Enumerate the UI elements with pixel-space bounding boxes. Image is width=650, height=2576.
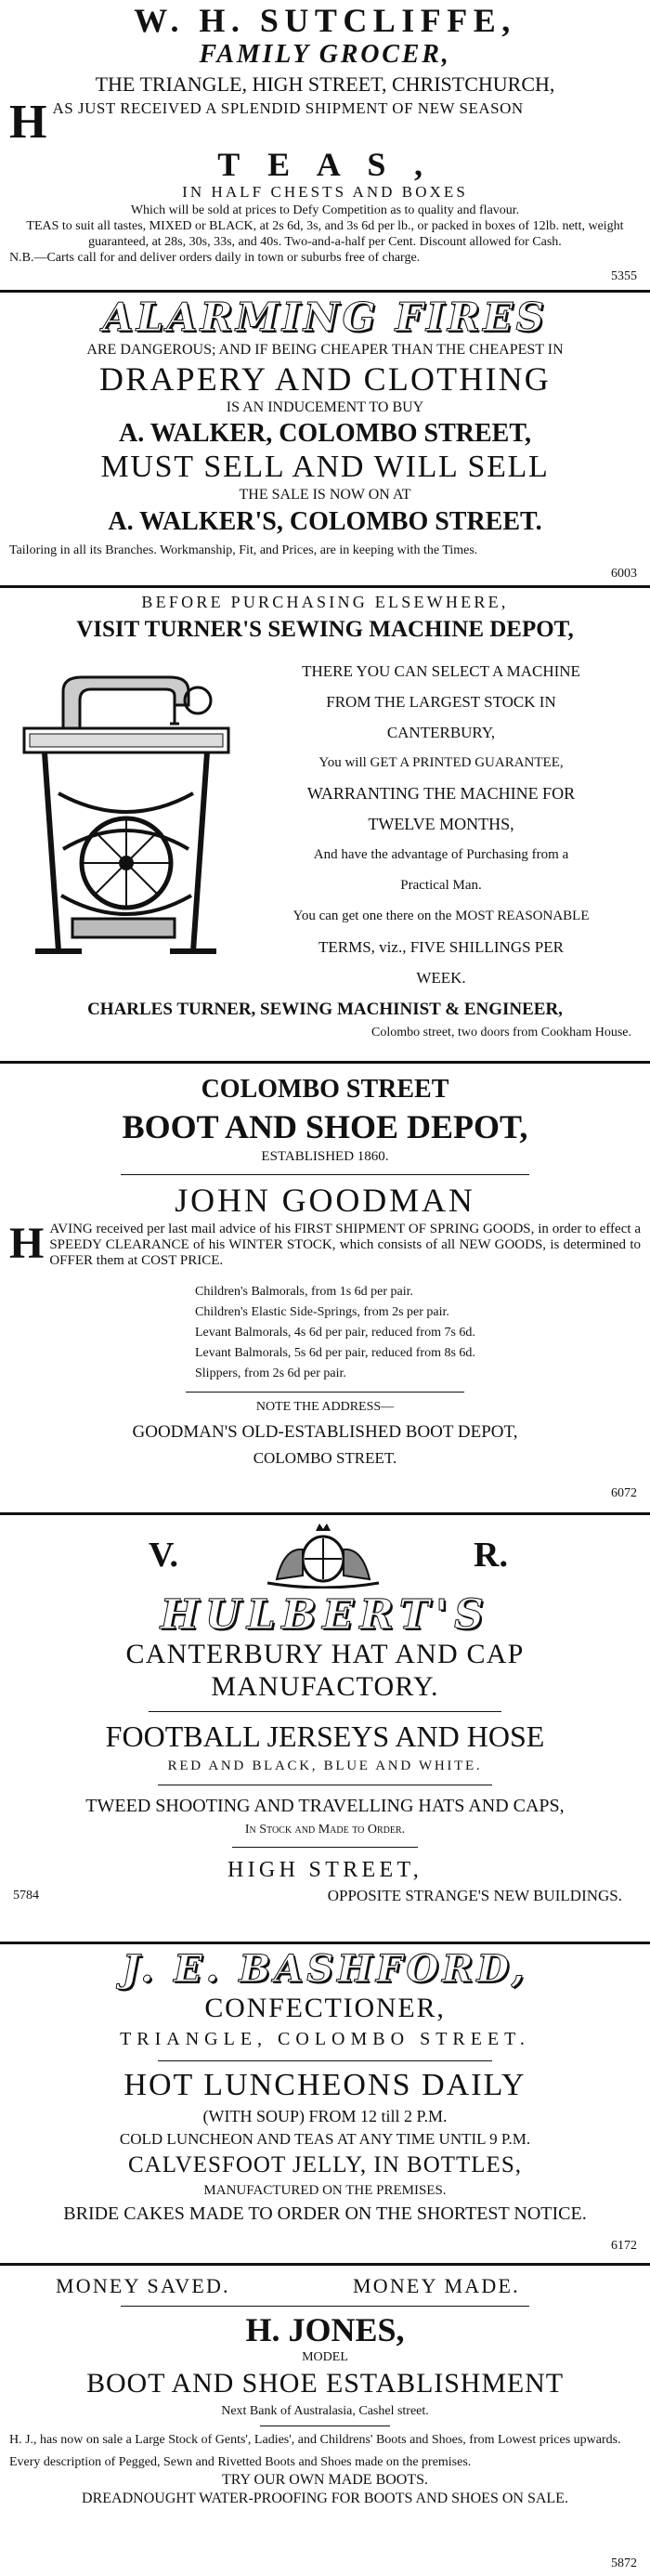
goodman-note: NOTE THE ADDRESS—: [255, 1400, 395, 1414]
hulbert-r: R.: [474, 1536, 508, 1575]
goodman-rule: [186, 1392, 464, 1393]
turner-line: FROM THE LARGEST STOCK IN: [326, 693, 556, 711]
turner-pre: BEFORE PURCHASING ELSEWHERE,: [141, 593, 509, 611]
turner-line: You will GET A PRINTED GUARANTEE,: [318, 755, 564, 770]
sutcliffe-lead-text: AS JUST RECEIVED A SPLENDID SHIPMENT OF NEW SEASON: [52, 99, 524, 117]
bashford-bride: BRIDE CAKES MADE TO ORDER ON THE SHORTEST NOTICE.: [63, 2203, 587, 2224]
divider: [0, 585, 650, 588]
jones-estab: BOOT AND SHOE ESTABLISHMENT: [86, 2368, 564, 2399]
goodman-advert: [0, 1066, 650, 1512]
hulbert-line2: MANUFACTORY.: [211, 1671, 439, 1702]
jones-body1: H. J., has now on sale a Large Stock of Gents', Ladies', and Childrens' Boots and Shoes, from Lowest prices upwards.: [9, 2433, 621, 2447]
goodman-footer: GOODMAN'S OLD-ESTABLISHED BOOT DEPOT,: [132, 1422, 518, 1442]
list-item: Levant Balmorals, 5s 6d per pair, reduced from 8s 6d.: [195, 1346, 475, 1360]
turner-line: TERMS, viz., FIVE SHILLINGS PER: [318, 938, 564, 956]
walker-sub3: THE SALE IS NOW ON AT: [239, 487, 411, 503]
hulbert-v: V.: [149, 1536, 179, 1575]
walker-name1: A. WALKER, COLOMBO STREET,: [119, 419, 531, 448]
hulbert-advert: [0, 1518, 650, 1942]
hulbert-rule: [232, 1847, 418, 1848]
turner-headline: VISIT TURNER'S SEWING MACHINE DEPOT,: [76, 617, 574, 642]
hulbert-stock: In Stock and Made to Order.: [244, 1823, 406, 1837]
turner-address: Colombo street, two doors from Cookham House.: [371, 1026, 631, 1040]
list-item: Levant Balmorals, 4s 6d per pair, reduced from 7s 6d.: [195, 1326, 475, 1340]
sewing-machine-icon: [7, 654, 240, 970]
hulbert-street: HIGH STREET,: [227, 1858, 423, 1882]
jones-saved: MONEY SAVED.: [56, 2274, 230, 2297]
sutcliffe-note: N.B.—Carts call for and deliver orders daily in town or suburbs free of charge.: [9, 251, 421, 265]
sutcliffe-dropcap: H: [9, 98, 47, 145]
jones-next: Next Bank of Australasia, Cashel street.: [221, 2404, 429, 2418]
goodman-name: JOHN GOODMAN: [175, 1182, 475, 1219]
jones-try: TRY OUR OWN MADE BOOTS.: [221, 2472, 429, 2488]
jones-made: MONEY MADE.: [353, 2274, 520, 2297]
bashford-trade: CONFECTIONER,: [204, 1993, 446, 2023]
bashford-name: J. E. BASHFORD,: [122, 1947, 528, 1991]
goodman-body-text: AVING received per last mail advice of his FIRST SHIPMENT OF SPRING GOODS, in order to effect a SPEEDY CLEARANCE of his WINTER STOCK, which consists of all NEW GOODS, is determined to OFFER them at COST PRICE.: [49, 1222, 641, 1268]
walker-name2: A. WALKER'S, COLOMBO STREET.: [108, 507, 542, 536]
jones-money-row: [9, 2269, 641, 2302]
bashford-rule: [158, 2060, 492, 2061]
turner-line: THERE YOU CAN SELECT A MACHINE: [302, 662, 580, 680]
goodman-street: COLOMBO STREET: [201, 1075, 449, 1104]
goodman-est: ESTABLISHED 1860.: [261, 1149, 389, 1164]
turner-advert: [0, 589, 650, 1059]
goodman-dropcap: H: [9, 1222, 45, 1268]
divider: [0, 1942, 650, 1944]
hulbert-footer-row: [9, 1885, 641, 1909]
divider: [0, 2263, 650, 2266]
hulbert-big: FOOTBALL JERSEYS AND HOSE: [105, 1720, 545, 1753]
bashford-soup: (WITH SOUP) FROM 12 till 2 P.M.: [202, 2107, 448, 2125]
turner-line: Practical Man.: [400, 878, 482, 893]
jones-dread: DREADNOUGHT WATER-PROOFING FOR BOOTS AND SHOES ON SALE.: [82, 2491, 568, 2506]
turner-name: CHARLES TURNER, SEWING MACHINIST & ENGINEER,: [87, 1000, 563, 1019]
hulbert-crest-row: [9, 1518, 641, 1592]
turner-line: You can get one there on the MOST REASONABLE: [292, 909, 590, 923]
jones-model: MODEL: [302, 2350, 348, 2364]
goodman-rule: [121, 1174, 529, 1175]
turner-line: WEEK.: [416, 969, 466, 987]
hulbert-tweed: TWEED SHOOTING AND TRAVELLING HATS AND CAPS,: [85, 1796, 565, 1816]
bashford-made: MANUFACTURED ON THE PREMISES.: [203, 2183, 447, 2198]
sutcliffe-packing: IN HALF CHESTS AND BOXES: [182, 183, 468, 201]
walker-advert: [0, 295, 650, 585]
hulbert-colors: RED AND BLACK, BLUE AND WHITE.: [167, 1759, 483, 1773]
sutcliffe-name: W. H. SUTCLIFFE,: [134, 2, 516, 39]
hulbert-ref: 5784: [13, 1889, 39, 1903]
jones-ref: 5872: [611, 2556, 637, 2570]
hulbert-name: HULBERT'S: [160, 1591, 490, 1639]
list-item: Children's Balmorals, from 1s 6d per pair.: [195, 1285, 414, 1299]
sutcliffe-teas: T E A S ,: [217, 146, 433, 183]
goodman-footer2: COLOMBO STREET.: [253, 1449, 397, 1467]
goodman-ref: 6072: [611, 1486, 637, 1500]
hulbert-opposite: OPPOSITE STRANGE'S NEW BUILDINGS.: [327, 1887, 622, 1904]
turner-text: [241, 656, 641, 993]
bashford-address: TRIANGLE, COLOMBO STREET.: [120, 2029, 530, 2049]
divider: [0, 290, 650, 293]
jones-rule: [121, 2306, 529, 2307]
sutcliffe-ref: 5355: [611, 269, 637, 283]
bashford-cold: COLD LUNCHEON AND TEAS AT ANY TIME UNTIL 9 P.M.: [119, 2130, 531, 2148]
walker-sub2: IS AN INDUCEMENT TO BUY: [226, 399, 424, 415]
turner-line: TWELVE MONTHS,: [368, 815, 514, 833]
walker-big2: MUST SELL AND WILL SELL: [100, 450, 550, 484]
bashford-ref: 6172: [611, 2239, 637, 2253]
turner-line: And have the advantage of Purchasing from a: [313, 847, 569, 862]
bashford-jelly: CALVESFOOT JELLY, IN BOTTLES,: [128, 2152, 522, 2177]
goodman-body: [9, 1222, 641, 1269]
sutcliffe-trade: FAMILY GROCER,: [199, 40, 451, 69]
walker-footer: Tailoring in all its Branches. Workmanship, Fit, and Prices, are in keeping with the Times.: [9, 543, 478, 557]
sutcliffe-body1: Which will be sold at prices to Defy Competition as to quality and flavour.: [130, 203, 520, 217]
jones-name: H. JONES,: [245, 2311, 405, 2348]
walker-sub1: ARE DANGEROUS; AND IF BEING CHEAPER THAN THE CHEAPEST IN: [86, 342, 564, 358]
sewing-machine-illustration: [7, 654, 240, 970]
turner-line: WARRANTING THE MACHINE FOR: [306, 784, 576, 803]
turner-line: CANTERBURY,: [386, 724, 496, 741]
walker-ref: 6003: [611, 567, 637, 581]
list-item: Children's Elastic Side-Springs, from 2s per pair.: [195, 1305, 449, 1319]
royal-crest-icon: [258, 1522, 388, 1589]
jones-body2: Every description of Pegged, Sewn and Rivetted Boots and Shoes made on the premises.: [9, 2455, 472, 2469]
sutcliffe-lead: [9, 98, 641, 145]
sutcliffe-address: THE TRIANGLE, HIGH STREET, CHRISTCHURCH,: [95, 72, 555, 96]
goodman-depot: BOOT AND SHOE DEPOT,: [122, 1108, 528, 1145]
sutcliffe-body2: TEAS to suit all tastes, MIXED or BLACK, at 2s 6d, 3s, and 3s 6d per lb., or packed in boxes of 12lb. nett, weight guaranteed, at 28s, 30s, 33s, and 40s. Two-and-a-half per Cent. Discount allowed for Cash.: [26, 219, 624, 249]
bashford-advert: [0, 1947, 650, 2261]
walker-big1: DRAPERY AND CLOTHING: [99, 360, 551, 398]
jones-advert: [0, 2269, 650, 2575]
sutcliffe-advert: [0, 0, 650, 290]
walker-headline: ALARMING FIRES: [102, 294, 548, 340]
hulbert-line1: CANTERBURY HAT AND CAP: [125, 1639, 525, 1669]
goodman-price-list: [195, 1282, 641, 1384]
hulbert-rule: [149, 1711, 501, 1712]
divider: [0, 1512, 650, 1515]
bashford-big: HOT LUNCHEONS DAILY: [124, 2068, 526, 2102]
list-item: Slippers, from 2s 6d per pair.: [195, 1366, 346, 1380]
divider: [0, 1061, 650, 1064]
